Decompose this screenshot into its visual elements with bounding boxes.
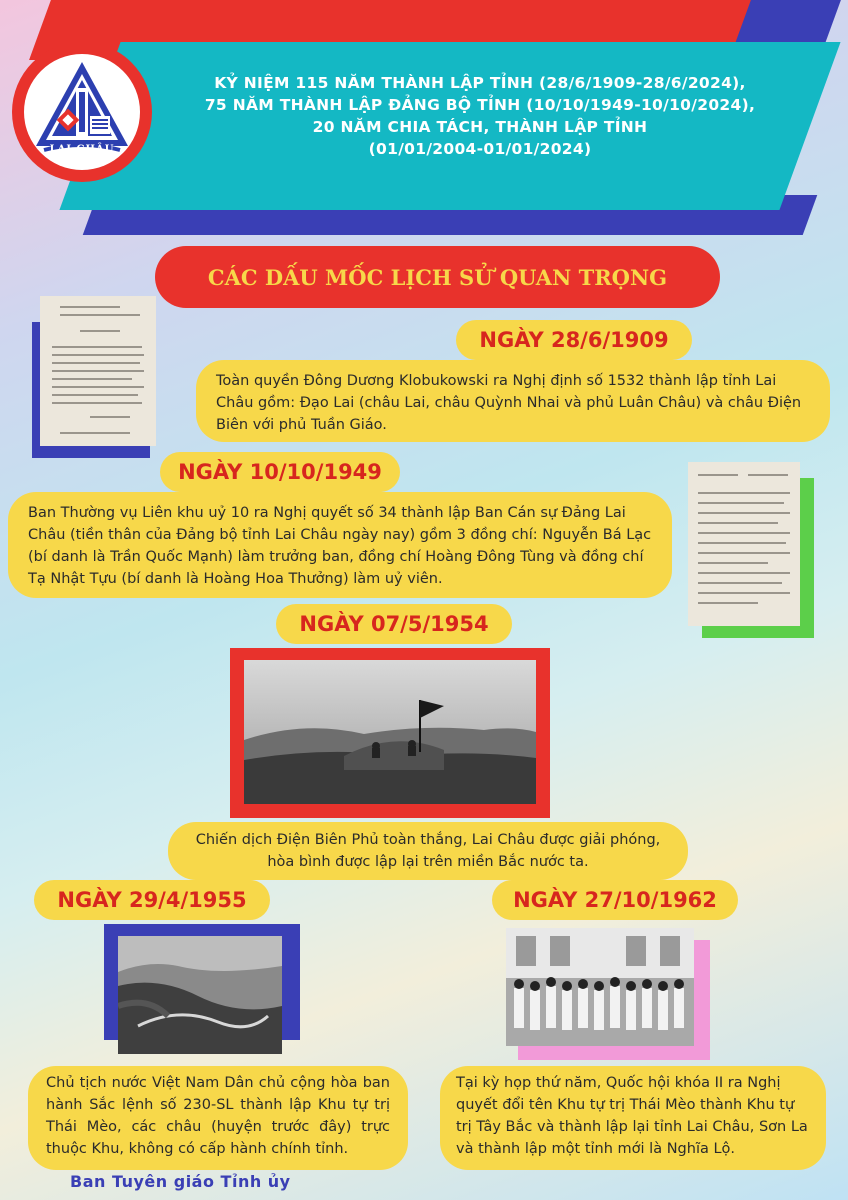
event-date-1909: NGÀY 28/6/1909 [456, 320, 692, 360]
event-date-1955: NGÀY 29/4/1955 [34, 880, 270, 920]
document-image-1909 [40, 296, 156, 446]
header-title-line-4: (01/01/2004-01/01/2024) [368, 140, 592, 158]
event-date-1954: NGÀY 07/5/1954 [276, 604, 512, 644]
event-date-1949: NGÀY 10/10/1949 [160, 452, 400, 492]
section-title: CÁC DẤU MỐC LỊCH SỬ QUAN TRỌNG [155, 246, 720, 308]
header-title-line-3: 20 NĂM CHIA TÁCH, THÀNH LẬP TỈNH [312, 118, 648, 136]
lai-chau-logo [12, 42, 152, 182]
event-text-1909: Toàn quyền Đông Dương Klobukowski ra Nghị định số 1532 thành lập tỉnh Lai Châu gồm: Đạo Lai (châu Lai, châu Quỳnh Nhai và phủ Luân Châu) và châu Điện Biên với phủ Tuần Giáo. [196, 360, 830, 442]
event-text-1962: Tại kỳ họp thứ năm, Quốc hội khóa II ra Nghị quyết đổi tên Khu tự trị Thái Mèo thành Khu tự trị Tây Bắc và thành lập lại tỉnh Lai Châu, Sơn La và thành lập một tỉnh mới là Nghĩa Lộ. [440, 1066, 826, 1170]
event-text-1955: Chủ tịch nước Việt Nam Dân chủ cộng hòa ban hành Sắc lệnh số 230-SL thành lập Khu tự trị Thái Mèo, các châu (huyện trước đây) trực thuộc Khu, không có cấp hành chính tỉnh. [28, 1066, 408, 1170]
header-title-line-1: KỶ NIỆM 115 NĂM THÀNH LẬP TỈNH (28/6/1909-28/6/2024), [214, 74, 746, 92]
header-title [160, 72, 800, 160]
footer-publisher: Ban Tuyên giáo Tỉnh ủy [70, 1172, 291, 1191]
event-text-1954: Chiến dịch Điện Biên Phủ toàn thắng, Lai Châu được giải phóng, hòa bình được lập lại trên miền Bắc nước ta. [168, 822, 688, 880]
event-date-1962: NGÀY 27/10/1962 [492, 880, 738, 920]
document-image-1949 [688, 462, 800, 626]
photo-dien-bien-phu [244, 660, 536, 804]
logo-text: LAI CHÂU [49, 144, 115, 155]
photo-assembly-crowd [506, 928, 694, 1046]
event-text-1949: Ban Thường vụ Liên khu uỷ 10 ra Nghị quyết số 34 thành lập Ban Cán sự Đảng Lai Châu (tiền thân của Đảng bộ tỉnh Lai Châu ngày nay) gồm 3 đồng chí: Nguyễn Bá Lạc (bí danh là Trần Quốc Mạnh) làm trưởng ban, đồng chí Hoàng Đông Tùng và đồng chí Tạ Nhật Tựu (bí danh là Hoàng Hoa Thưởng) làm uỷ viên. [8, 492, 672, 598]
photo-valley [118, 936, 282, 1054]
header-title-line-2: 75 NĂM THÀNH LẬP ĐẢNG BỘ TỈNH (10/10/1949-10/10/2024), [204, 96, 756, 114]
